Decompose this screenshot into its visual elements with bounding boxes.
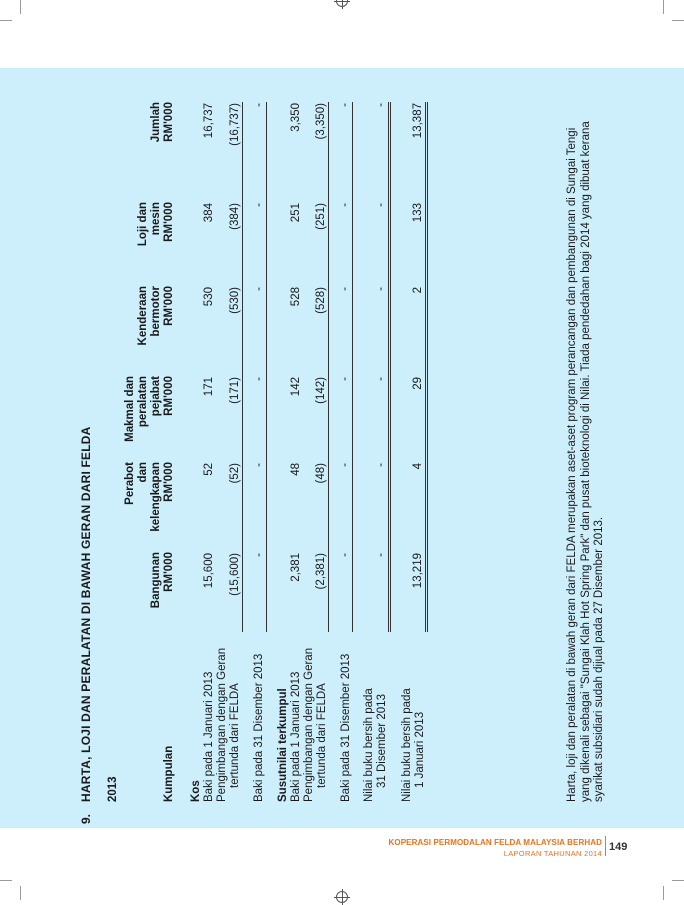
table-cell: - [339,462,353,552]
crop-mark [663,886,664,900]
table-row [203,102,216,802]
table-cell: 133 [401,202,427,286]
table-row [216,102,242,802]
table-cell: - [363,376,389,462]
table-header-row [124,102,180,802]
table-cell: 2 [401,286,427,376]
table-cell: 530 [203,287,215,307]
table-cell: (251) [303,202,329,286]
col-header-makmal: Makmal dan peralatan pejabat RM'000 [124,376,175,442]
registration-mark-icon [336,891,348,903]
crop-mark [672,880,684,881]
table-cell: (142) [303,376,329,462]
col-header-kenderaan: Kenderaan bermotor RM'000 [137,286,175,346]
rotated-page-content [80,64,660,824]
table-cell: 142 [289,377,302,397]
table-cell: - [253,286,267,376]
crop-mark [663,0,664,14]
table-row [363,102,389,802]
financial-table [124,102,428,802]
section-heading-kos: Kos [190,780,202,802]
table-row [401,102,427,802]
table-cell: 384 [203,203,215,223]
table-row [303,102,329,802]
table-cell: (384) [216,202,242,286]
table-cell: - [363,202,389,286]
table-cell: - [363,462,389,552]
col-header-jumlah: Jumlah RM'000 [150,102,175,143]
table-row [277,102,290,802]
table-cell: (2,381) [303,552,329,632]
crop-mark [672,20,684,21]
table-year: 2013 [107,776,119,802]
table-cell: 52 [203,463,215,476]
col-header-loji: Loji dan mesin RM'000 [137,202,175,247]
table-cell: - [253,202,267,286]
col-header-perabot: Perabot dan kelengkapan RM'000 [124,462,175,532]
row-label: Baki pada 1 Januari 2013 [289,671,302,802]
table-cell: (171) [216,376,242,462]
row-label: Baki pada 31 Disember 2013 [253,653,265,802]
table-cell: 4 [401,462,427,552]
table-cell: 528 [289,287,302,307]
table-cell: (528) [303,286,329,376]
table-cell: - [253,462,267,552]
row-label: Nilai buku bersih pada 1 Januari 2013 [400,688,426,802]
table-cell: 15,600 [203,553,215,589]
table-cell: - [363,286,389,376]
crop-mark [0,880,12,881]
section-heading-susutnilai: Susutnilai terkumpul [276,688,289,802]
footer-divider [605,836,606,856]
registration-mark-icon [336,0,348,7]
table-cell: - [363,102,389,202]
row-header-label: Kumpulan [163,745,175,802]
table-cell: - [363,552,389,632]
table-cell: 29 [401,376,427,462]
table-cell: 16,737 [203,103,215,139]
table-cell: (16,737) [216,102,242,202]
table-cell: 13,219 [401,552,427,632]
crop-mark [20,0,21,14]
row-label: Nilai buku bersih pada 31 Disember 2013 [363,688,388,802]
table-cell: - [339,286,353,376]
table-cell: - [339,202,353,286]
table-cell: (48) [303,462,329,552]
table-cell: - [253,552,267,632]
table-cell: - [339,552,353,632]
table-row [190,102,203,802]
table-cell: - [253,376,267,462]
table-row [339,102,353,802]
table-cell: (15,600) [216,552,242,632]
table-cell: - [339,376,353,462]
row-label: Baki pada 31 Disember 2013 [339,653,352,802]
table-cell: 251 [289,203,302,223]
row-label: Pengimbangan dengan Geran tertunda dari FELDA [302,647,328,802]
row-label: Pengimbangan dengan Geran tertunda dari FELDA [216,647,241,802]
table-cell: (52) [216,462,242,552]
crop-mark [20,886,21,900]
table-row [290,102,303,802]
table-cell: (3,350) [303,102,329,202]
table-row [253,102,267,802]
footer-report-title: LAPORAN TAHUNAN 2014 [503,849,602,858]
table-cell: 2,381 [289,553,302,582]
section-number: 9. [79,813,93,824]
table-cell: 13,387 [401,102,427,202]
table-cell: 3,350 [289,103,302,132]
table-cell: 48 [289,463,302,476]
col-header-bangunan: Bangunan RM'000 [150,552,175,609]
footer-company-name: KOPERASI PERMODALAN FELDA MALAYSIA BERHAD [388,838,602,847]
crop-mark [0,20,12,21]
table-cell: - [253,102,267,202]
row-label: Baki pada 1 Januari 2013 [203,671,215,802]
table-cell: (530) [216,286,242,376]
table-cell: - [339,102,353,202]
page-number: 149 [609,841,628,853]
explanatory-note: Harta, loji dan peralatan di bawah geran dari FELDA merupakan aset-aset program perancangan dan pembangunan di Sungai Tengi yang dikenali sebagai "Sungai Klah Hot Spring Park" dan pusat bioteknologi di Nilai. Tiada pendedahan bagi 2014 yang dibuat kerana syarikat subsidiari sudah dijual pada 27 Disember 2013. [566,121,605,802]
section-title: HARTA, LOJI DAN PERALATAN DI BAWAH GERAN DARI FELDA [79,426,93,802]
table-cell: 171 [203,377,215,397]
